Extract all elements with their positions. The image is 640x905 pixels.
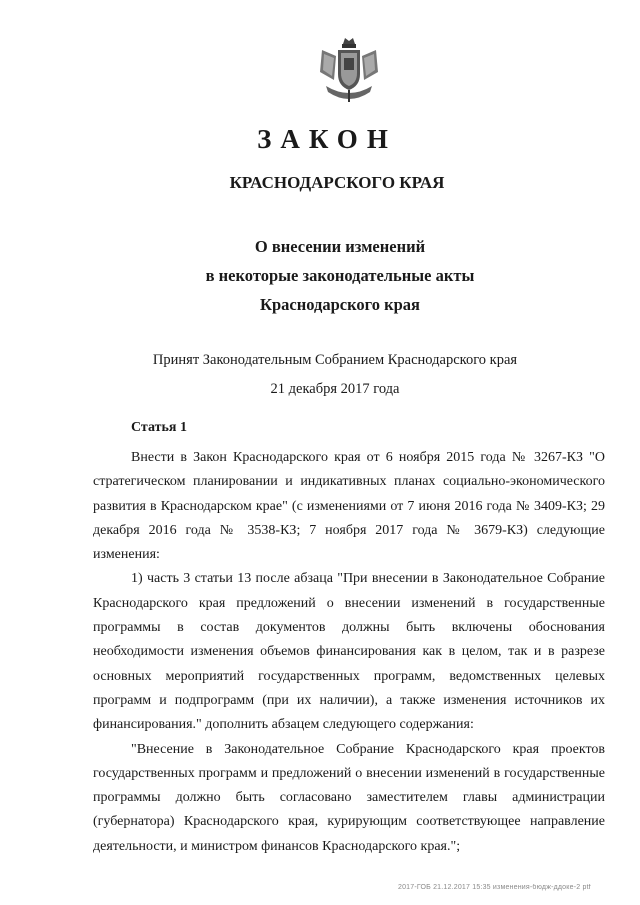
region-title: КРАСНОДАРСКОГО КРАЯ: [229, 173, 445, 192]
footer-stamp: 2017-ГОБ 21.12.2017 15:35 изменения-бюдж-ддоке-2 рtf: [398, 884, 591, 891]
law-title: ЗАКОН: [257, 124, 397, 154]
article-paragraph: 1) часть 3 статьи 13 после абзаца "При внесении в Законодательное Собрание Краснодарского края предложений о внесении изменений в государственные программы в состав документов должны быть включены обоснования необходимости изменения объемов финансирования как в целом, так и в разрезе основных мероприятий государственных программ, ведомственных целевых программ и подпрограмм (при их наличии), а также изменения источников их финансирования." дополнить абзацем следующего содержания:: [93, 571, 605, 733]
article-paragraph: Внести в Закон Краснодарского края от 6 ноября 2015 года № 3267-КЗ "О стратегическом планировании и индикативных планах социально-экономического развития в Краснодарском крае" (с изменениями от 7 июня 2016 года № 3409-КЗ; 29 декабря 2016 года № 3538-КЗ; 7 ноября 2017 года № 3679-КЗ) следующие изменения:: [93, 450, 605, 563]
krasnodar-coat-of-arms-icon: [316, 36, 382, 108]
article-paragraph: "Внесение в Законодательное Собрание Краснодарского края проектов государственных программ и предложений о внесении изменений в государственные программы должно быть согласовано заместителем главы администрации (губернатора) Краснодарского края, курирующим соответствующее направление деятельности, и министром финансов Краснодарского края.";: [93, 741, 605, 854]
subject-line: в некоторые законодательные акты: [205, 266, 475, 285]
subject-line: О внесении изменений: [254, 237, 426, 256]
adoption-note: [0, 346, 640, 404]
subject-line: Краснодарского края: [260, 295, 420, 314]
adoption-line: Принят Законодательным Собранием Краснодарского края: [152, 352, 518, 368]
article-heading: Статья 1: [131, 420, 187, 435]
article-body: [93, 446, 605, 859]
adoption-date: 21 декабря 2017 года: [270, 381, 400, 397]
law-subject: [0, 232, 640, 319]
